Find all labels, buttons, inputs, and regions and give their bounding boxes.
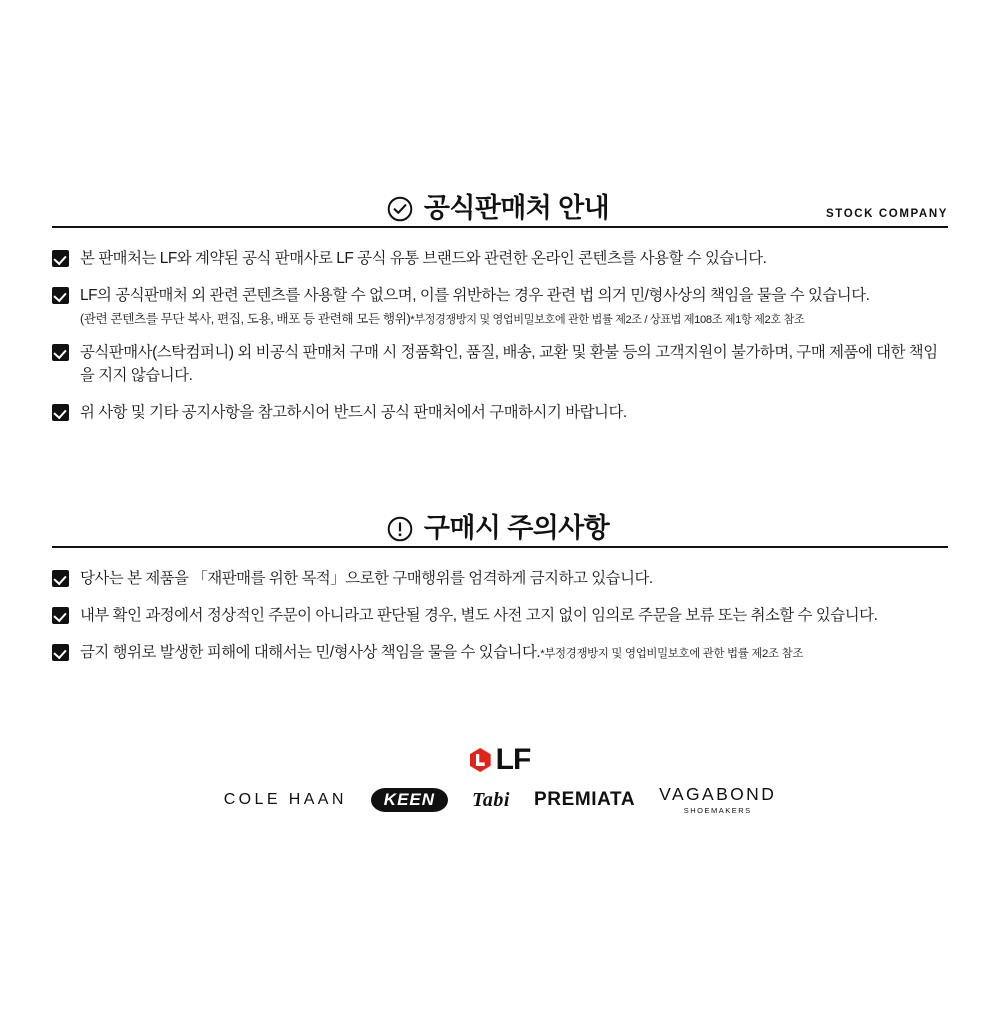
official-seller-heading xyxy=(52,180,948,228)
check-circle-icon xyxy=(387,196,413,222)
partner-logos xyxy=(0,786,1000,814)
logo-vagabond xyxy=(659,786,776,814)
purchase-caution-section xyxy=(52,500,948,678)
list-item-note xyxy=(80,311,948,329)
logo-vagabond-main: VAGABOND xyxy=(659,784,777,804)
official-seller-section xyxy=(52,180,948,439)
purchase-caution-list xyxy=(52,568,948,664)
checkbox-icon xyxy=(52,644,69,661)
section-title: 구매시 주의사항 xyxy=(423,513,610,543)
list-item-text: 위 사항 및 기타 공지사항을 참고하시어 반드시 공식 판매처에서 구매하시기 바랍니다. xyxy=(80,403,627,421)
list-item-text: LF의 공식판매처 외 관련 콘텐츠를 사용할 수 없으며, 이를 위반하는 경우 관련 법 의거 민/형사상의 책임을 물을 수 있습니다. xyxy=(80,286,870,304)
checkbox-icon xyxy=(52,344,69,361)
list-item xyxy=(52,642,948,665)
checkbox-icon xyxy=(52,607,69,624)
checkbox-icon xyxy=(52,250,69,267)
checkbox-icon xyxy=(52,570,69,587)
logo-lf xyxy=(470,745,531,775)
list-item xyxy=(52,248,948,271)
list-item-text: 본 판매처는 LF와 계약된 공식 판매사로 LF 공식 유통 브랜드와 관련한 온라인 콘텐츠를 사용할 수 있습니다. xyxy=(80,250,767,267)
list-item-text: 공식판매사(스탁컴퍼니) 외 비공식 판매처 구매 시 정품확인, 품질, 배송, 교환 및 환불 등의 고객지원이 불가하며, 구매 제품에 대한 책임을 지지 않습니다. xyxy=(80,344,938,385)
logo-tabi: Tabi xyxy=(472,788,510,811)
list-item-note-main: (관련 콘텐츠를 무단 복사, 편집, 도용, 배포 등 관련해 모든 행위) xyxy=(80,311,411,326)
list-item-text: 당사는 본 제품을 「재판매를 위한 목적」으로한 구매행위를 엄격하게 금지하고 있습니다. xyxy=(80,570,653,587)
checkbox-icon xyxy=(52,404,69,421)
list-item-text-footnote: *부정경쟁방지 및 영업비밀보호에 관한 법률 제2조 참조 xyxy=(540,647,804,660)
lf-hexagon-icon xyxy=(470,748,491,772)
list-item xyxy=(52,342,948,388)
brand-logo-strip xyxy=(0,745,1000,814)
brandmark: STOCK COMPANY xyxy=(826,208,948,220)
list-item xyxy=(52,568,948,591)
logo-keen: KEEN xyxy=(371,788,448,812)
list-item xyxy=(52,285,948,308)
logo-premiata: PREMIATA xyxy=(533,789,636,810)
list-item-group xyxy=(52,285,948,328)
exclamation-circle-icon xyxy=(387,516,413,542)
purchase-caution-heading xyxy=(52,500,948,548)
page-title: 공식판매처 안내 xyxy=(423,193,610,223)
logo-vagabond-sub: SHOEMAKERS xyxy=(683,805,752,815)
logo-lf-text: LF xyxy=(495,743,531,776)
list-item-text xyxy=(80,642,803,665)
logo-cole-haan: COLE HAAN xyxy=(223,791,347,808)
checkbox-icon xyxy=(52,287,69,304)
list-item-text: 내부 확인 과정에서 정상적인 주문이 아니라고 판단될 경우, 별도 사전 고지 없이 임의로 주문을 보류 또는 취소할 수 있습니다. xyxy=(80,606,878,624)
official-seller-list xyxy=(52,248,948,425)
list-item-text-main: 금지 행위로 발생한 피해에 대해서는 민/형사상 책임을 물을 수 있습니다. xyxy=(80,643,541,661)
list-item-note-small: *부정경쟁방지 및 영업비밀보호에 관한 법률 제2조 / 상표법 제108조 제1항 제2호 참조 xyxy=(410,313,805,326)
list-item xyxy=(52,605,948,628)
list-item xyxy=(52,402,948,425)
